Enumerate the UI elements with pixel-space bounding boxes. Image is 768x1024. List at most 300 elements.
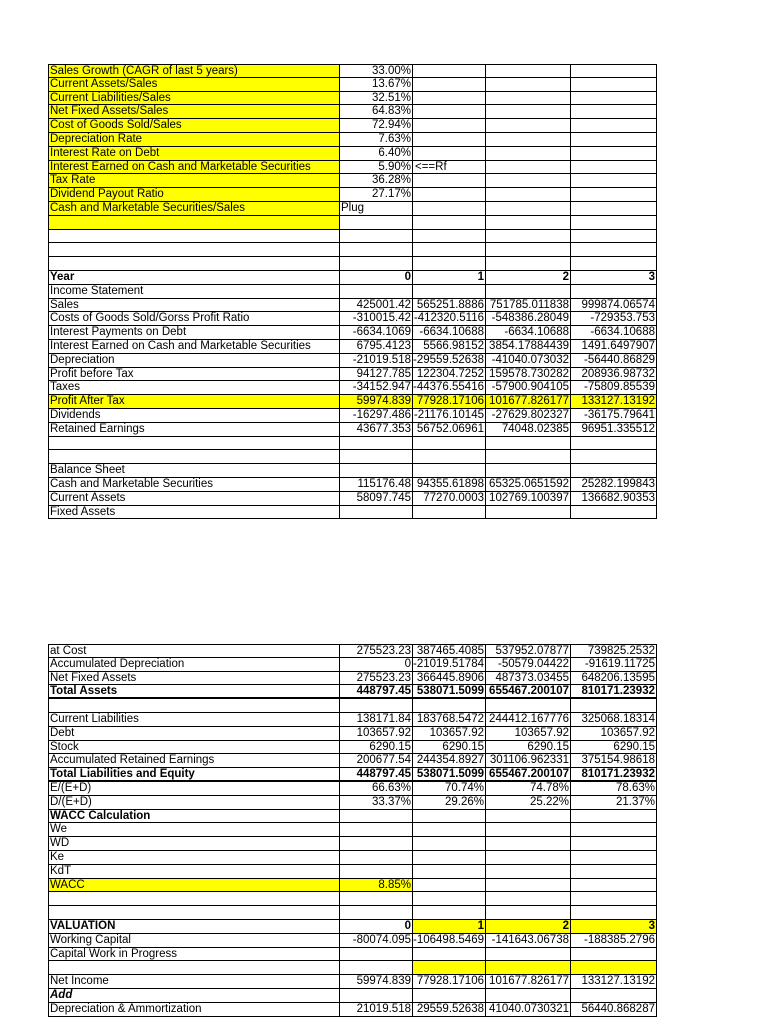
cell-label[interactable]: Current Liabilities/Sales [48,92,340,106]
cell-label[interactable]: Cash and Marketable Securities [48,478,340,492]
cell-value[interactable] [340,837,413,851]
cell-label[interactable]: Total Assets [48,685,340,699]
cell-value[interactable]: 7.63% [340,133,413,147]
cell-value[interactable] [340,961,413,975]
cell-value[interactable] [486,216,571,230]
cell-value[interactable] [571,906,657,920]
cell-value[interactable] [340,906,413,920]
cell-value[interactable]: 244354.8927 [413,754,486,768]
cell-value[interactable]: -6634.10688 [571,326,657,340]
cell-label[interactable]: VALUATION [48,920,340,934]
cell-value[interactable]: 66.63% [340,782,413,796]
cell-value[interactable]: -188385.2796 [571,934,657,948]
cell-label[interactable]: Accumulated Retained Earnings [48,754,340,768]
cell-value[interactable]: 59974.839 [340,975,413,989]
cell-value[interactable] [486,92,571,106]
cell-value[interactable] [486,147,571,161]
cell-value[interactable] [486,202,571,216]
cell-value[interactable]: 77270.0003 [413,492,486,506]
cell-label[interactable] [48,961,340,975]
cell-value[interactable] [571,133,657,147]
cell-value[interactable] [571,147,657,161]
cell-value[interactable] [413,851,486,865]
cell-value[interactable] [413,285,486,299]
cell-value[interactable] [571,879,657,893]
cell-value[interactable] [486,948,571,962]
cell-value[interactable] [571,105,657,119]
cell-value[interactable] [571,810,657,824]
cell-value[interactable]: -106498.5469 [413,933,484,946]
cell-value[interactable]: -141643.06738 [486,934,571,948]
cell-value[interactable]: 537952.07877 [486,644,571,658]
cell-value[interactable] [486,257,571,271]
cell-label[interactable] [48,230,340,244]
cell-value[interactable] [571,92,657,106]
cell-value[interactable] [340,243,413,257]
cell-value[interactable] [486,78,571,92]
cell-value[interactable]: 25.22% [486,796,571,810]
cell-value[interactable]: 25282.199843 [571,478,657,492]
cell-value[interactable]: 1 [413,271,486,285]
cell-label[interactable]: WD [48,837,340,851]
cell-value[interactable]: 6290.15 [486,741,571,755]
cell-value[interactable]: 1491.6497907 [571,340,657,354]
cell-value[interactable]: 208936.98732 [571,368,657,382]
cell-label[interactable]: Current Liabilities [48,713,340,727]
cell-value[interactable]: 103657.92 [571,727,657,741]
cell-value[interactable] [340,257,413,271]
cell-value[interactable]: -21019.51784 [413,657,484,670]
cell-value[interactable]: 810171.23932 [571,685,657,699]
cell-value[interactable]: 448797.45 [340,768,413,782]
cell-value[interactable] [486,837,571,851]
cell-value[interactable]: Plug [340,202,413,216]
cell-label[interactable]: KdT [48,865,340,879]
cell-value[interactable] [571,837,657,851]
cell-value[interactable]: 103657.92 [486,727,571,741]
cell-value[interactable] [486,243,571,257]
cell-value[interactable]: 3 [571,920,657,934]
cell-value[interactable] [486,865,571,879]
cell-value[interactable]: 27.17% [340,188,413,202]
cell-value[interactable] [571,851,657,865]
cell-label[interactable] [48,699,340,713]
cell-value[interactable]: 77928.17106 [413,395,486,409]
cell-value[interactable] [571,823,657,837]
cell-value[interactable]: 5.90% [340,161,413,175]
cell-label[interactable]: Profit After Tax [48,395,340,409]
cell-value[interactable]: 29559.52638 [413,1003,486,1017]
cell-value[interactable] [571,230,657,244]
cell-value[interactable]: -57900.904105 [486,381,571,395]
cell-value[interactable]: 2 [486,271,571,285]
cell-value[interactable] [486,285,571,299]
cell-value[interactable]: 115176.48 [340,478,413,492]
cell-label[interactable]: Profit before Tax [48,368,340,382]
cell-value[interactable]: 56752.06961 [413,423,486,437]
cell-value[interactable]: 96951.335512 [571,423,657,437]
cell-value[interactable]: 244412.167776 [486,713,571,727]
cell-label[interactable]: Sales Growth (CAGR of last 5 years) [48,64,340,78]
cell-value[interactable] [571,464,657,478]
cell-value[interactable]: 36.28% [340,174,413,188]
cell-label[interactable]: Net Income [48,975,340,989]
cell-label[interactable]: Interest Rate on Debt [48,147,340,161]
cell-value[interactable]: -310015.42 [340,312,413,326]
cell-value[interactable] [571,865,657,879]
cell-label[interactable]: Debt [48,727,340,741]
cell-value[interactable] [340,699,413,713]
cell-value[interactable] [413,216,486,230]
cell-value[interactable] [413,147,486,161]
cell-value[interactable] [571,161,657,175]
cell-value[interactable]: 103657.92 [413,727,486,741]
cell-value[interactable] [486,892,571,906]
cell-value[interactable] [571,961,657,975]
cell-label[interactable] [48,243,340,257]
cell-value[interactable] [340,865,413,879]
cell-value[interactable] [486,64,571,78]
cell-value[interactable]: 810171.23932 [571,768,657,782]
cell-value[interactable]: 487373.03455 [486,672,571,686]
cell-value[interactable] [571,119,657,133]
cell-value[interactable]: 275523.23 [340,672,413,686]
cell-value[interactable]: 6290.15 [413,741,486,755]
cell-value[interactable]: 0 [340,658,413,672]
cell-label[interactable]: Retained Earnings [48,423,340,437]
cell-value[interactable] [571,257,657,271]
cell-value[interactable]: -412320.5116 [413,312,484,325]
cell-label[interactable] [48,892,340,906]
cell-value[interactable]: 739825.2532 [571,644,657,658]
cell-value[interactable] [571,285,657,299]
cell-value[interactable] [413,243,486,257]
cell-value[interactable]: 94127.785 [340,368,413,382]
cell-value[interactable]: -6634.10688 [486,326,571,340]
cell-value[interactable] [413,437,486,451]
cell-label[interactable]: Current Assets/Sales [48,78,340,92]
cell-value[interactable] [340,450,413,464]
cell-value[interactable]: 102769.100397 [486,492,571,506]
cell-value[interactable]: 448797.45 [340,685,413,699]
cell-value[interactable] [413,105,486,119]
cell-label[interactable]: E/(E+D) [48,782,340,796]
cell-label[interactable] [48,257,340,271]
cell-value[interactable] [571,188,657,202]
cell-value[interactable] [413,989,486,1003]
cell-value[interactable] [413,257,486,271]
cell-value[interactable] [413,64,486,78]
cell-value[interactable] [486,105,571,119]
cell-value[interactable] [340,851,413,865]
cell-value[interactable]: 41040.0730321 [486,1003,571,1017]
cell-value[interactable] [340,892,413,906]
cell-value[interactable] [413,230,486,244]
cell-value[interactable]: 751785.011838 [486,299,571,313]
cell-value[interactable]: 33.00% [340,64,413,78]
cell-value[interactable] [340,506,413,520]
cell-value[interactable]: 13.67% [340,78,413,92]
cell-value[interactable]: 275523.23 [340,644,413,658]
row-wacc-calculation [48,810,657,824]
cell-value[interactable]: 0 [340,920,413,934]
cell-value[interactable]: 33.37% [340,796,413,810]
cell-value[interactable]: 72.94% [340,119,413,133]
cell-value[interactable]: 999874.06574 [571,299,657,313]
cell-value[interactable] [340,216,413,230]
cell-value[interactable] [486,464,571,478]
cell-value[interactable] [571,174,657,188]
cell-label[interactable] [48,450,340,464]
cell-label[interactable]: Working Capital [48,934,340,948]
cell-value[interactable] [340,437,413,451]
cell-value[interactable]: 58097.745 [340,492,413,506]
cell-label[interactable]: at Cost [48,644,340,658]
cell-value[interactable] [571,506,657,520]
cell-value[interactable] [413,823,486,837]
cell-value[interactable] [486,851,571,865]
cell-value[interactable]: -41040.073032 [486,354,571,368]
cell-value[interactable]: 32.51% [340,92,413,106]
cell-value[interactable]: 138171.84 [340,713,413,727]
cell-value[interactable]: -34152.947 [340,381,413,395]
cell-value[interactable] [340,810,413,824]
cell-value[interactable] [413,133,486,147]
cell-value[interactable] [571,948,657,962]
cell-value[interactable] [413,948,486,962]
cell-label[interactable]: Taxes [48,381,340,395]
cell-value[interactable] [340,948,413,962]
cell-value[interactable] [486,450,571,464]
cell-value[interactable] [486,188,571,202]
cell-value[interactable]: -21019.518 [340,354,413,368]
cell-value[interactable] [340,989,413,1003]
cell-value[interactable] [413,78,486,92]
cell-value[interactable]: 565251.8886 [413,299,486,313]
cell-label[interactable]: Interest Earned on Cash and Marketable Securities [48,340,340,354]
cell-value[interactable]: 387465.4085 [413,644,486,658]
cell-value[interactable]: -6634.10688 [413,326,486,340]
cell-value[interactable] [413,188,486,202]
cell-value[interactable] [340,823,413,837]
cell-label[interactable]: Net Fixed Assets/Sales [48,105,340,119]
cell-value[interactable]: 122304.7252 [413,368,486,382]
cell-value[interactable]: 103657.92 [340,727,413,741]
cell-value[interactable] [413,810,486,824]
cell-value[interactable]: 6290.15 [571,741,657,755]
cell-value[interactable] [413,837,486,851]
cell-label[interactable]: Fixed Assets [48,506,340,520]
cell-value[interactable]: -50579.04422 [486,658,571,672]
cell-value[interactable] [571,450,657,464]
cell-value[interactable]: 325068.18314 [571,713,657,727]
cell-label[interactable]: Stock [48,741,340,755]
cell-label[interactable]: Dividends [48,409,340,423]
cell-value[interactable]: 101677.826177 [486,975,571,989]
cell-value[interactable] [571,699,657,713]
cell-label[interactable]: Interest Earned on Cash and Marketable Securities [48,161,340,175]
cell-label[interactable]: Depreciation Rate [48,133,340,147]
cell-value[interactable]: -6634.1069 [340,326,413,340]
cell-value[interactable]: 2 [486,920,571,934]
cell-value[interactable] [486,119,571,133]
cell-value[interactable] [571,243,657,257]
cell-label[interactable]: Depreciation & Ammortization [48,1003,340,1017]
cell-label[interactable]: D/(E+D) [48,796,340,810]
cell-value[interactable] [413,906,486,920]
cell-value[interactable] [413,699,486,713]
cell-label[interactable]: Costs of Goods Sold/Gorss Profit Ratio [48,312,340,326]
cell-value[interactable]: 3 [571,271,657,285]
cell-label[interactable]: Sales [48,299,340,313]
cell-value[interactable]: 74048.02385 [486,423,571,437]
cell-label[interactable]: Net Fixed Assets [48,672,340,686]
cell-value[interactable] [413,865,486,879]
cell-label[interactable] [48,216,340,230]
cell-value[interactable]: -36175.79641 [571,409,657,423]
cell-value[interactable]: -16297.486 [340,409,413,423]
cell-label[interactable]: Tax Rate [48,174,340,188]
cell-value[interactable] [413,450,486,464]
cell-value[interactable]: 21019.518 [340,1003,413,1017]
cell-value[interactable]: 74.78% [486,782,571,796]
cell-value[interactable] [340,464,413,478]
cell-value[interactable]: -75809.85539 [571,381,657,395]
cell-value[interactable]: -729353.753 [571,312,657,326]
cell-value[interactable] [413,464,486,478]
cell-value[interactable] [413,119,486,133]
cell-value[interactable]: 159578.730282 [486,368,571,382]
cell-value[interactable] [571,437,657,451]
cell-value[interactable] [571,64,657,78]
cell-value[interactable] [413,174,486,188]
cell-value[interactable]: 5566.98152 [413,340,486,354]
cell-value[interactable]: 43677.353 [340,423,413,437]
cell-value[interactable]: -91619.11725 [571,658,657,672]
cell-value[interactable]: -80074.095 [340,934,413,948]
cell-value[interactable]: 6.40% [340,147,413,161]
cell-value[interactable]: 133127.13192 [571,395,657,409]
cell-label[interactable]: WACC [48,879,340,893]
cell-label[interactable]: Cost of Goods Sold/Sales [48,119,340,133]
cell-value[interactable]: 94355.61898 [413,478,486,492]
cell-value[interactable]: 78.63% [571,782,657,796]
cell-value[interactable]: 183768.5472 [413,713,486,727]
cell-value[interactable] [413,506,486,520]
cell-value[interactable] [413,92,486,106]
cell-label[interactable]: Capital Work in Progress [48,948,340,962]
cell-value[interactable]: 59974.839 [340,395,413,409]
cell-label[interactable]: WACC Calculation [48,810,340,824]
cell-value[interactable]: 77928.17106 [413,975,486,989]
cell-value[interactable]: -21176.10145 [413,409,484,421]
cell-value[interactable] [486,506,571,520]
cell-value[interactable] [486,230,571,244]
cell-label[interactable] [48,906,340,920]
cell-value[interactable]: 538071.5099 [413,685,486,699]
cell-value[interactable] [571,989,657,1003]
cell-value[interactable]: -29559.52638 [413,353,484,366]
cell-value[interactable] [571,202,657,216]
cell-value[interactable] [486,133,571,147]
cell-value[interactable] [340,285,413,299]
cell-value[interactable]: 366445.8906 [413,672,486,686]
cell-value[interactable] [486,437,571,451]
cell-value[interactable]: 21.37% [571,796,657,810]
cell-value[interactable]: -56440.86829 [571,354,657,368]
cell-value[interactable]: 648206.13595 [571,672,657,686]
cell-value[interactable] [486,989,571,1003]
cell-value[interactable]: 101677.826177 [486,395,571,409]
cell-label[interactable]: Current Assets [48,492,340,506]
cell-value[interactable] [486,161,571,175]
cell-value[interactable] [486,810,571,824]
cell-value[interactable] [486,699,571,713]
cell-value[interactable]: 6795.4123 [340,340,413,354]
cell-value[interactable]: 6290.15 [340,741,413,755]
cell-label[interactable]: Year [48,271,340,285]
cell-label[interactable]: We [48,823,340,837]
cell-value[interactable]: 425001.42 [340,299,413,313]
cell-value[interactable]: 70.74% [413,782,486,796]
cell-label[interactable]: Accumulated Depreciation [48,658,340,672]
cell-label[interactable] [48,437,340,451]
cell-value[interactable]: 65325.0651592 [486,478,571,492]
cell-value[interactable]: 301106.962331 [486,754,571,768]
cell-label[interactable]: Add [48,989,340,1003]
cell-value[interactable]: 136682.90353 [571,492,657,506]
cell-value[interactable] [486,879,571,893]
cell-value[interactable]: 29.26% [413,796,486,810]
cell-value[interactable]: 655467.200107 [486,768,571,782]
cell-value[interactable] [571,216,657,230]
cell-value[interactable]: 1 [413,920,486,934]
cell-label[interactable]: Ke [48,851,340,865]
cell-value[interactable]: -44376.55416 [413,381,484,394]
cell-value[interactable] [571,78,657,92]
cell-label[interactable]: Dividend Payout Ratio [48,188,340,202]
cell-value[interactable] [413,961,486,975]
cell-value[interactable]: -27629.802327 [486,409,571,423]
cell-value[interactable]: 133127.13192 [571,975,657,989]
cell-value[interactable] [486,961,571,975]
cell-value[interactable] [413,879,486,893]
cell-label[interactable]: Total Liabilities and Equity [48,768,340,782]
cell-value[interactable] [486,823,571,837]
cell-value[interactable]: 538071.5099 [413,768,486,782]
cell-value[interactable]: 8.85% [340,879,413,893]
cell-value[interactable] [571,892,657,906]
cell-label[interactable]: Cash and Marketable Securities/Sales [48,202,340,216]
cell-label[interactable]: Depreciation [48,354,340,368]
cell-value[interactable] [486,174,571,188]
cell-value[interactable]: 655467.200107 [486,685,571,699]
cell-value[interactable]: 3854.17884439 [486,340,571,354]
cell-value[interactable] [413,892,486,906]
cell-value[interactable] [413,202,486,216]
cell-value[interactable]: 375154.98618 [571,754,657,768]
cell-label[interactable]: Interest Payments on Debt [48,326,340,340]
cell-label[interactable]: Balance Sheet [48,464,340,478]
cell-value[interactable]: 200677.54 [340,754,413,768]
cell-label[interactable]: Income Statement [48,285,340,299]
cell-value[interactable] [340,230,413,244]
cell-value[interactable]: 0 [340,271,413,285]
cell-value[interactable]: 56440.868287 [571,1003,657,1017]
cell-value[interactable]: -548386.28049 [486,312,571,326]
cell-value[interactable] [486,906,571,920]
cell-value[interactable]: 64.83% [340,105,413,119]
